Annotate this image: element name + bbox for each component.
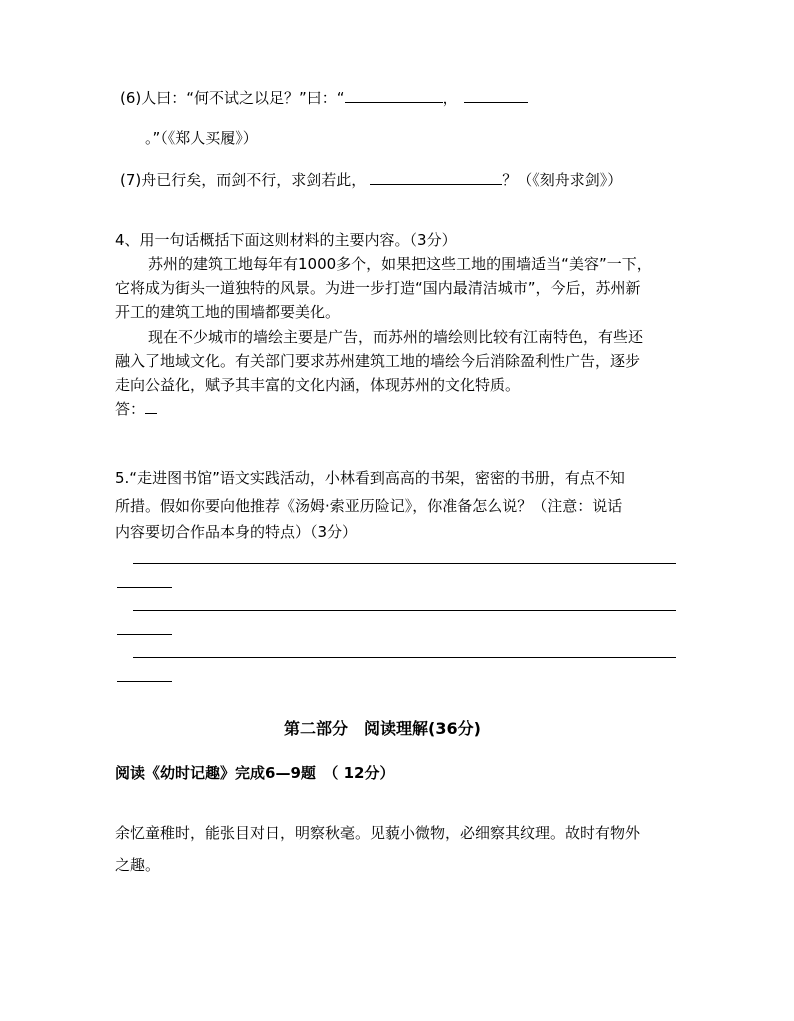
q4-answer-blank[interactable] (145, 399, 157, 414)
q5-answer-line-2b[interactable] (117, 634, 172, 635)
q5-line1: 5.“走进图书馆”语文实践活动，小林看到高高的书架，密密的书册，有点不知 (115, 469, 625, 487)
q6-blank-1[interactable] (345, 88, 443, 103)
q6-comma: ， (442, 89, 458, 107)
q4-para2-line2: 融入了地域文化。有关部门要求苏州建筑工地的墙绘今后消除盈利性广告，逐步 (115, 352, 641, 370)
q5-line2: 所措。假如你要向他推荐《汤姆·索亚历险记》，你准备怎么说？（注意：说话 (115, 497, 623, 515)
q5-answer-line-1b[interactable] (117, 587, 172, 588)
q6-line2: 。”（《郑人买履》） (145, 129, 258, 147)
q5-answer-line-3a[interactable] (133, 657, 676, 658)
q5-answer-line-1a[interactable] (133, 563, 676, 564)
passage-line2: 之趣。 (115, 856, 161, 874)
section-subtitle: 阅读《幼时记趣》完成6—9题 （ 12分） (115, 764, 395, 782)
q5-answer-line-2a[interactable] (133, 610, 676, 611)
q5-answer-line-3b[interactable] (117, 681, 172, 682)
q4-para1-line1: 苏州的建筑工地每年有1000多个，如果把这些工地的围墙适当“美容”一下， (148, 255, 652, 273)
q4-para2-line1: 现在不少城市的墙绘主要是广告，而苏州的墙绘则比较有江南特色，有些还 (148, 328, 644, 346)
q7-prefix: (7)舟已行矣，而剑不行，求剑若此， (120, 171, 367, 189)
q7-blank[interactable] (370, 170, 502, 185)
q4-para1-line3: 开工的建筑工地的围墙都要美化。 (115, 303, 341, 321)
q5-line3: 内容要切合作品本身的特点）（3分） (115, 523, 358, 541)
q4-prompt: 4、用一句话概括下面这则材料的主要内容。（3分） (115, 231, 457, 249)
q6-line1 (120, 88, 528, 108)
q6-prefix: (6)人曰：“何不试之以足？”曰：“ (120, 89, 345, 107)
q4-answer-label: 答： (115, 400, 146, 418)
q7-line (120, 170, 622, 190)
section-title: 第二部分 阅读理解(36分) (284, 719, 481, 738)
q6-blank-2[interactable] (464, 88, 528, 103)
q7-suffix: ？（《刻舟求剑》） (502, 171, 623, 189)
passage-line1: 余忆童稚时，能张目对日，明察秋毫。见藐小微物，必细察其纹理。故时有物外 (115, 824, 641, 842)
q4-para1-line2: 它将成为街头一道独特的风景。为进一步打造“国内最清洁城市”，今后，苏州新 (115, 279, 641, 297)
q4-para2-line3: 走向公益化，赋予其丰富的文化内涵，体现苏州的文化特质。 (115, 376, 521, 394)
q4-answer (115, 399, 157, 419)
